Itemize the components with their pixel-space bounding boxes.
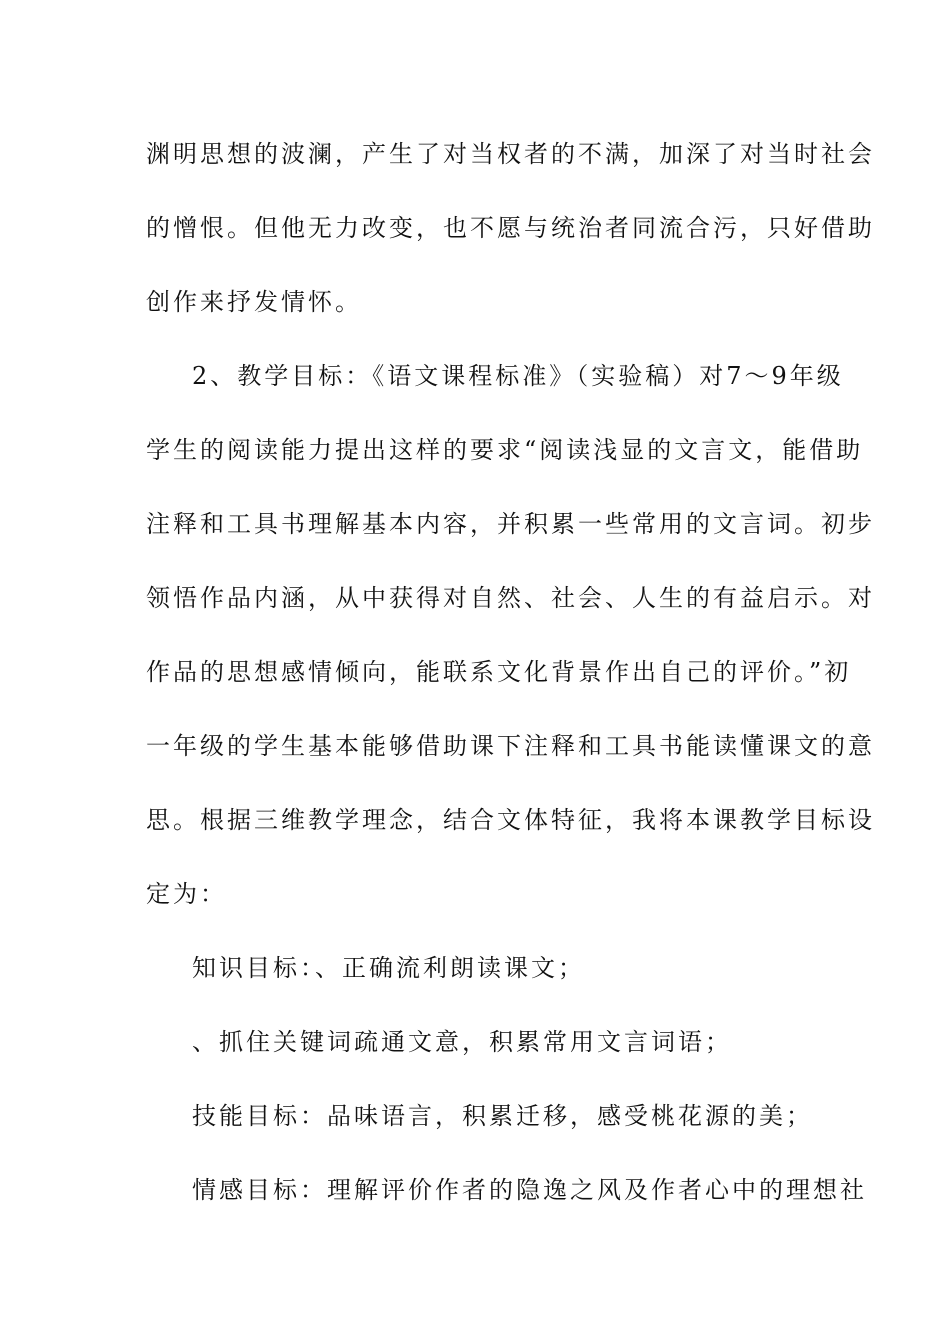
text-line: 一年级的学生基本能够借助课下注释和工具书能读懂课文的意 bbox=[146, 732, 875, 760]
document-body bbox=[146, 130, 875, 1240]
text-line: 渊明思想的波澜，产生了对当权者的不满，加深了对当时社会 bbox=[146, 140, 875, 168]
text-line: 创作来抒发情怀。 bbox=[146, 288, 362, 316]
text-line: 思。根据三维教学理念，结合文体特征，我将本课教学目标设 bbox=[146, 806, 875, 834]
text-line: 学生的阅读能力提出这样的要求“阅读浅显的文言文，能借助 bbox=[146, 436, 864, 464]
text-line: 作品的思想感情倾向，能联系文化背景作出自己的评价。”初 bbox=[146, 658, 852, 686]
text-line: 定为： bbox=[146, 880, 227, 908]
text-line: 知识目标：、正确流利朗读课文； bbox=[192, 954, 585, 982]
text-line: 技能目标：品味语言，积累迁移，感受桃花源的美； bbox=[192, 1102, 813, 1130]
text-line: 注释和工具书理解基本内容，并积累一些常用的文言词。初步 bbox=[146, 510, 875, 538]
text-line: 领悟作品内涵，从中获得对自然、社会、人生的有益启示。对 bbox=[146, 584, 875, 612]
text-line: 、抓住关键词疏通文意，积累常用文言词语； bbox=[192, 1028, 732, 1056]
text-line: 情感目标：理解评价作者的隐逸之风及作者心中的理想社 bbox=[192, 1176, 867, 1204]
text-line: 2、教学目标：《语文课程标准》（实验稿）对7～9年级 bbox=[192, 362, 844, 390]
text-line: 的憎恨。但他无力改变，也不愿与统治者同流合污，只好借助 bbox=[146, 214, 875, 242]
